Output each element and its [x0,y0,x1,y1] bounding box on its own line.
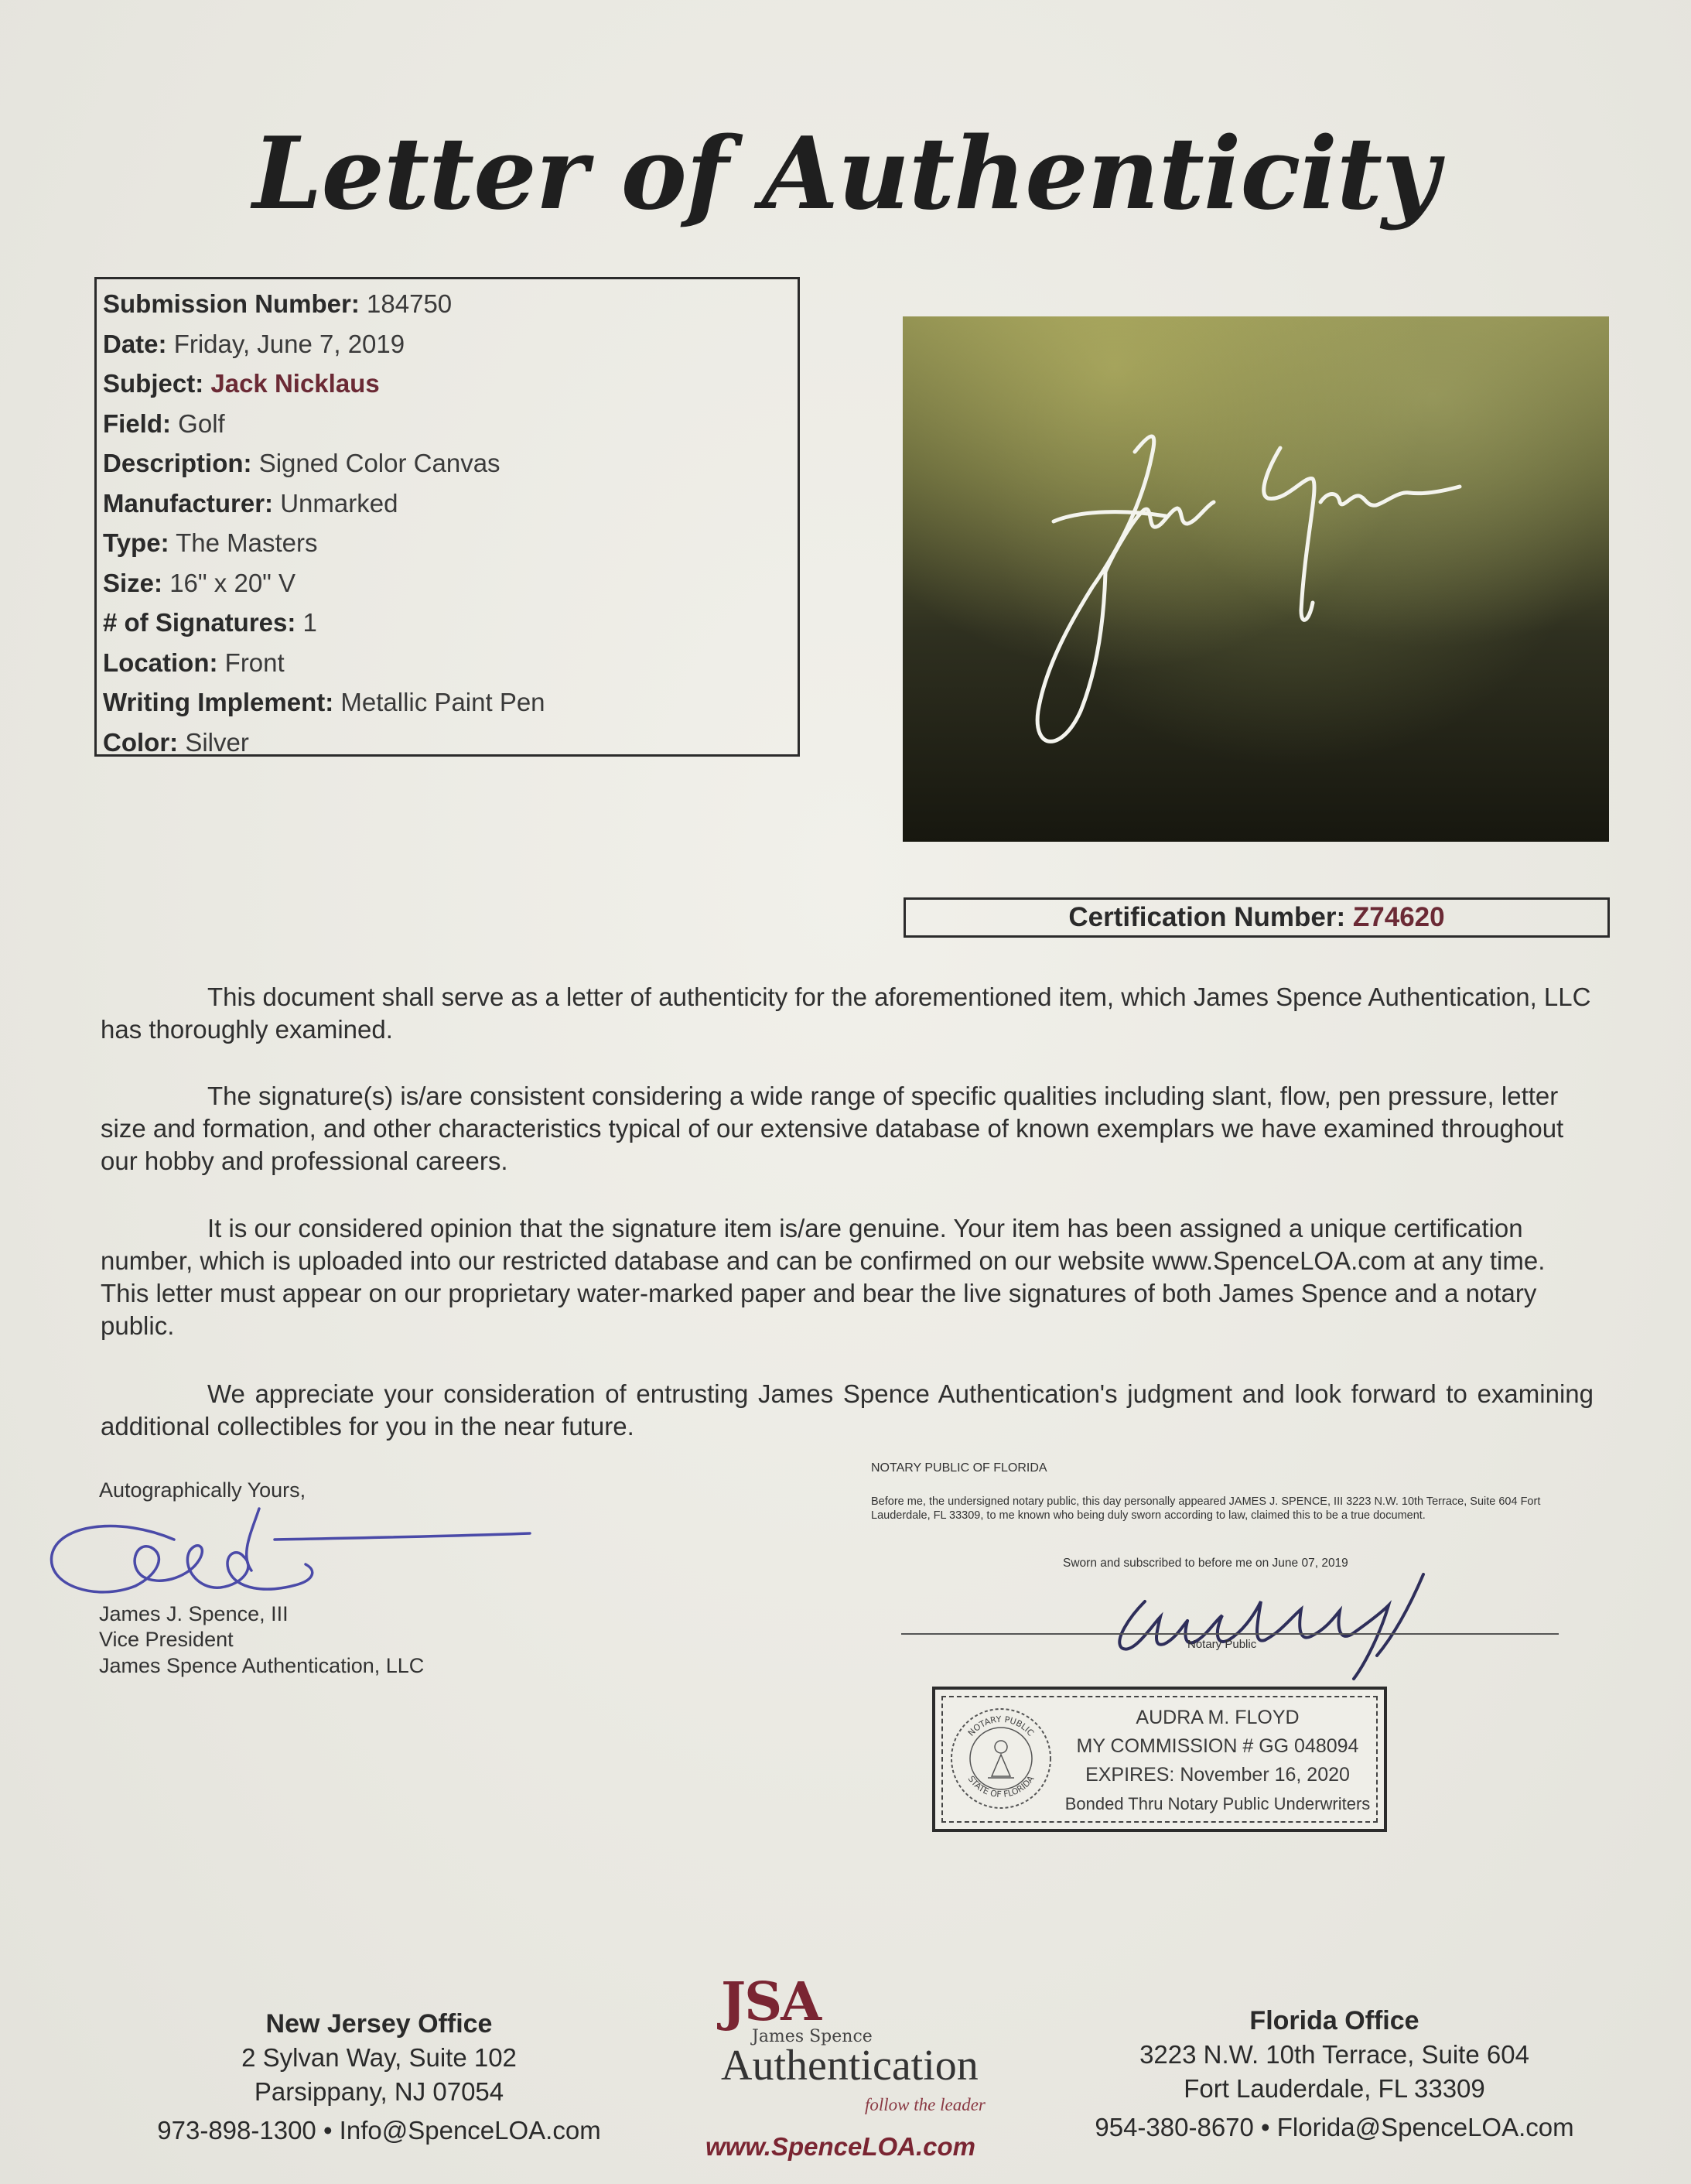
detail-row-size [103,563,798,603]
notary-signature-icon [1098,1570,1454,1687]
detail-label: Size: [103,568,163,597]
detail-label: Writing Implement: [103,688,334,716]
detail-label: Manufacturer: [103,488,274,518]
detail-label: Date: [103,329,167,358]
seal-bottom-text: STATE OF FLORIDA [965,1774,1037,1800]
detail-row-date [103,324,798,364]
detail-value: Jack Nicklaus [210,369,380,398]
detail-label: Subject: [103,369,204,398]
detail-value: Silver [185,727,249,757]
vp-signature-icon [43,1493,538,1617]
stamp-line-expires: EXPIRES: November 16, 2020 [1085,1764,1350,1786]
jsa-logo-tagline: follow the leader [865,2095,986,2114]
svg-text:NOTARY PUBLIC [966,1714,1036,1738]
notary-heading: NOTARY PUBLIC OF FLORIDA [871,1461,1047,1475]
closing-text: Autographically Yours, [99,1478,306,1502]
autograph-signature-icon [903,316,1609,842]
detail-value: Friday, June 7, 2019 [173,329,405,358]
detail-label: Type: [103,528,169,557]
seal-top-text: NOTARY PUBLIC [965,1714,1037,1738]
detail-row-color [103,723,798,763]
detail-label: Location: [103,648,218,677]
nj-office-heading: New Jersey Office [265,2009,493,2039]
item-details-box [94,277,800,757]
jsa-logo-authentication: Authentication [721,2042,979,2090]
stamp-line-name: AUDRA M. FLOYD [1136,1707,1300,1728]
body-paragraph-1: This document shall serve as a letter of authenticity for the aforementioned item, which James Spence Authentication, LLC has thoroughly examined. [101,983,1591,1044]
detail-row-manufacturer [103,484,798,524]
jsa-logo-james-spence: James Spence [752,2027,873,2046]
detail-value: The Masters [176,528,318,557]
stamp-line-commission: MY COMMISSION # GG 048094 [1076,1735,1359,1757]
nj-office [108,2007,650,2148]
detail-label: Description: [103,449,252,477]
detail-value: Signed Color Canvas [258,449,500,477]
nj-office-address-1: 2 Sylvan Way, Suite 102 [241,2043,517,2072]
item-photo [903,316,1609,842]
detail-value: Metallic Paint Pen [340,688,545,716]
detail-row-location [103,643,798,683]
detail-value: Front [224,648,285,677]
jsa-website: www.SpenceLOA.com [705,2132,976,2161]
detail-value: 16" x 20" V [169,568,296,597]
notary-statement: Before me, the undersigned notary public, this day personally appeared JAMES J. SPENCE, III 3223 N.W. 10th Terrace, Suite 604 Fort Lauderdale, FL 33309, to me known who being duly sworn according to law, claimed this to be a true document. [871,1495,1541,1522]
certification-number: Z74620 [1352,902,1445,932]
certification-number-box [904,897,1610,938]
jsa-logo [688,1971,1029,2172]
signatory-company: James Spence Authentication, LLC [99,1654,425,1677]
notary-stamp [932,1687,1387,1832]
detail-value: Golf [178,408,225,438]
notary-seal-icon [949,1707,1053,1810]
detail-value: 1 [302,608,317,637]
detail-label: Field: [103,408,171,438]
notary-label: Notary Public [1187,1638,1257,1651]
notary-signature-line [901,1633,1559,1635]
body-paragraph-3: It is our considered opinion that the signature item is/are genuine. Your item has been assigned a unique certification number, which is uploaded into our restricted database and can be confirmed on our website www.SpenceLOA.com at any time. This letter must appear on our proprietary water-marked paper and bear the live signatures of both James Spence and a notary public. [101,1214,1546,1340]
detail-row-description [103,443,798,484]
detail-row-type [103,523,798,563]
fl-office-address-1: 3223 N.W. 10th Terrace, Suite 604 [1139,2040,1529,2069]
stamp-line-bonded: Bonded Thru Notary Public Underwriters [1064,1794,1371,1813]
certification-label: Certification Number: [1068,902,1346,932]
notary-sworn-date: Sworn and subscribed to before me on June 07, 2019 [1063,1557,1348,1570]
detail-value: 184750 [367,289,453,318]
fl-office-heading: Florida Office [1249,2006,1419,2035]
detail-row-signatures [103,603,798,643]
nj-office-address-2: Parsippany, NJ 07054 [254,2077,504,2106]
notary-stamp-text [1063,1704,1372,1818]
detail-label: # of Signatures: [103,608,296,637]
fl-office [1029,2004,1640,2145]
jsa-logo-mark: JSA [721,1971,821,2033]
fl-office-contact: 954-380-8670 • Florida@SpenceLOA.com [1095,2113,1574,2141]
detail-value: Unmarked [280,488,398,518]
detail-row-implement [103,682,798,723]
nj-office-contact: 973-898-1300 • Info@SpenceLOA.com [157,2116,601,2145]
body-paragraph-2: The signature(s) is/are consistent considering a wide range of specific qualities including slant, flow, pen pressure, letter size and formation, and other characteristics typical of our extensive database of known exemplars we have examined throughout our hobby and professional careers. [101,1082,1564,1175]
detail-row-submission [103,284,798,324]
page-title: Letter of Authenticity [252,116,1439,232]
body-paragraph-4: We appreciate your consideration of entrusting James Spence Authentication's judgment and look forward to examining additional collectibles for you in the near future. [101,1379,1594,1441]
signatory-name: James J. Spence, III [99,1602,289,1625]
fl-office-address-2: Fort Lauderdale, FL 33309 [1184,2074,1485,2103]
detail-label: Color: [103,727,179,757]
signatory-title: Vice President [99,1628,234,1651]
detail-row-subject [103,364,798,404]
detail-label: Submission Number: [103,289,360,318]
detail-row-field [103,404,798,444]
